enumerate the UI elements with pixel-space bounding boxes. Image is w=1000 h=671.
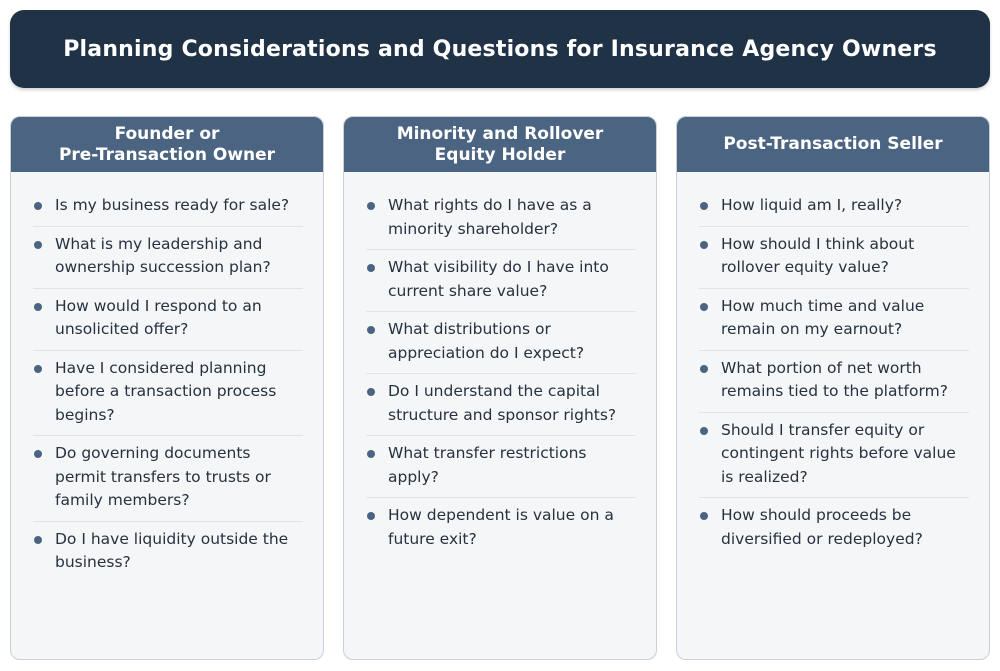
bullet-icon (367, 388, 375, 396)
column-header (11, 117, 323, 172)
question-item (366, 188, 636, 250)
column-post-transaction (676, 116, 990, 660)
question-item (33, 227, 303, 289)
question-item (699, 289, 969, 351)
column-header-label: Post-Transaction Seller (723, 134, 943, 154)
question-text: How dependent is value on a future exit? (388, 506, 614, 548)
question-item (366, 374, 636, 436)
column-header (677, 117, 989, 172)
question-item (366, 250, 636, 312)
question-item (699, 188, 969, 227)
column-founder (10, 116, 324, 660)
bullet-icon (34, 450, 42, 458)
question-text: Do governing documents permit transfers to trusts or family members? (55, 444, 271, 509)
bullet-icon (34, 536, 42, 544)
question-item (366, 312, 636, 374)
question-text: What is my leadership and ownership succession plan? (55, 234, 271, 276)
bullet-icon (700, 202, 708, 210)
page-title: Planning Considerations and Questions for Insurance Agency Owners (63, 36, 937, 62)
question-text: Do I have liquidity outside the business? (55, 529, 289, 571)
bullet-icon (700, 512, 708, 520)
bullet-icon (34, 241, 42, 249)
column-header (344, 117, 656, 172)
bullet-icon (367, 202, 375, 210)
question-item (699, 227, 969, 289)
column-header-label: Founder or Pre-Transaction Owner (58, 123, 276, 165)
column-header-label: Minority and Rollover Equity Holder (396, 123, 604, 165)
bullet-icon (367, 264, 375, 272)
question-list (11, 172, 323, 583)
question-text: What rights do I have as a minority shareholder? (388, 196, 592, 238)
question-item (366, 436, 636, 498)
title-banner (10, 10, 990, 88)
question-text: How much time and value remain on my earnout? (721, 296, 925, 338)
question-item (699, 413, 969, 499)
bullet-icon (34, 202, 42, 210)
question-text: How should proceeds be diversified or redeployed? (721, 506, 923, 548)
question-item (699, 351, 969, 413)
bullet-icon (34, 303, 42, 311)
question-item (366, 498, 636, 559)
question-text: Have I considered planning before a transaction process begins? (55, 358, 277, 424)
question-text: How liquid am I, really? (721, 196, 903, 214)
bullet-icon (367, 326, 375, 334)
question-item (33, 522, 303, 583)
question-list (344, 172, 656, 559)
question-list (677, 172, 989, 559)
bullet-icon (700, 427, 708, 435)
question-item (699, 498, 969, 559)
question-text: Should I transfer equity or contingent rights before value is realized? (721, 420, 956, 486)
question-text: What visibility do I have into current share value? (388, 258, 609, 300)
column-minority-rollover (343, 116, 657, 660)
question-text: Is my business ready for sale? (55, 196, 290, 214)
question-item (33, 351, 303, 437)
question-text: Do I understand the capital structure and sponsor rights? (388, 382, 617, 424)
bullet-icon (700, 241, 708, 249)
question-item (33, 188, 303, 227)
bullet-icon (700, 365, 708, 373)
bullet-icon (700, 303, 708, 311)
question-text: What transfer restrictions apply? (388, 444, 587, 486)
question-text: What portion of net worth remains tied to the platform? (721, 358, 948, 400)
question-text: What distributions or appreciation do I expect? (388, 320, 585, 362)
bullet-icon (34, 365, 42, 373)
question-text: How should I think about rollover equity value? (721, 234, 915, 276)
question-item (33, 289, 303, 351)
bullet-icon (367, 512, 375, 520)
question-text: How would I respond to an unsolicited offer? (55, 296, 262, 338)
question-item (33, 436, 303, 522)
bullet-icon (367, 450, 375, 458)
